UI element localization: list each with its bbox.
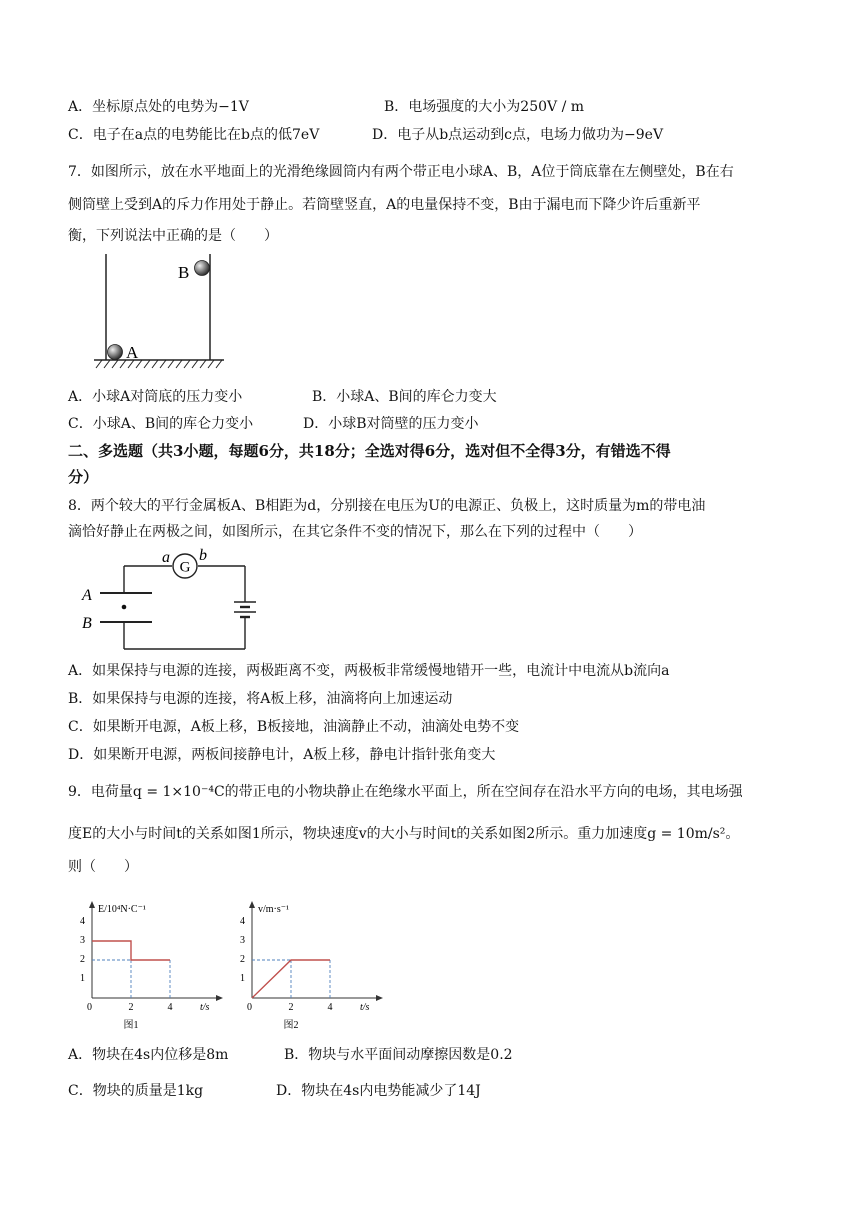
ball-b-label: B xyxy=(178,263,190,282)
section-heading-line1: 二、多选题（共3小题，每题6分，共18分；全选对得6分，选对但不全得3分，有错选不得 xyxy=(68,442,671,460)
q9-option-d: D．物块在4s内电势能减少了14J xyxy=(276,1083,481,1099)
chart2-ytick-4: 4 xyxy=(240,916,245,927)
chart2-ylabel: v/m·s⁻¹ xyxy=(258,904,290,915)
q7-stem-line3: 衡，下列说法中正确的是（ ） xyxy=(68,228,278,244)
chart2-ytick-3: 3 xyxy=(240,935,245,946)
chart1-ytick-3: 3 xyxy=(80,935,85,946)
q8-option-b: B．如果保持与电源的连接，将A板上移，油滴将向上加速运动 xyxy=(68,691,453,707)
chart2-origin-label: 0 xyxy=(247,1002,252,1013)
q7-cylinder-figure xyxy=(92,248,228,372)
chart1-ytick-1: 1 xyxy=(80,973,85,984)
plate-b-label: B xyxy=(82,615,92,632)
q9-option-b: B．物块与水平面间动摩擦因数是0.2 xyxy=(284,1047,513,1063)
q8-option-a: A．如果保持与电源的连接，两极距离不变，两极板非常缓慢地错开一些，电流计中电流从b流向a xyxy=(68,663,670,679)
chart1-caption: 图1 xyxy=(123,1020,139,1031)
ball-a-label: A xyxy=(126,343,139,362)
q6-option-d: D．电子从b点运动到c点，电场力做功为−9eV xyxy=(372,127,664,143)
chart2-ytick-2: 2 xyxy=(240,954,245,965)
galvanometer-label: G xyxy=(179,559,191,576)
ball-a xyxy=(108,345,123,360)
q8-option-d: D．如果断开电源，两板间接静电计，A板上移，静电计指针张角变大 xyxy=(68,747,496,763)
q7-stem-line1: 7．如图所示，放在水平地面上的光滑绝缘圆筒内有两个带正电小球A、B，A位于筒底靠在左侧壁处，B在右 xyxy=(68,164,734,180)
plate-a-label: A xyxy=(82,587,92,604)
chart1-xlabel: t/s xyxy=(200,1002,210,1013)
chart1-series-line-0 xyxy=(92,941,170,960)
oil-drop xyxy=(122,605,127,610)
q7-option-c: C．小球A、B间的库仑力变小 xyxy=(68,416,254,432)
q9-stem-line1: 9．电荷量q = 1×10⁻⁴C的带正电的小物块静止在绝缘水平面上，所在空间存在沿水平方向的电场，其电场强 xyxy=(68,784,743,800)
q7-option-d: D．小球B对筒壁的压力变小 xyxy=(303,416,479,432)
q7-option-a: A．小球A对筒底的压力变小 xyxy=(68,389,243,405)
section-heading-line2: 分） xyxy=(68,468,99,486)
node-a-label: a xyxy=(162,549,170,566)
ball-b xyxy=(195,261,210,276)
chart2-ytick-1: 1 xyxy=(240,973,245,984)
q9-option-a: A．物块在4s内位移是8m xyxy=(68,1047,229,1063)
q9-stem-line3: 则（ ） xyxy=(68,859,138,875)
chart1-origin-label: 0 xyxy=(87,1002,92,1013)
chart-e-vs-t xyxy=(70,896,230,1034)
chart1-ylabel: E/10⁴N·C⁻¹ xyxy=(98,904,146,915)
chart2-xlabel: t/s xyxy=(360,1002,370,1013)
q6-option-c: C．电子在a点的电势能比在b点的低7eV xyxy=(68,127,320,143)
chart1-ytick-2: 2 xyxy=(80,954,85,965)
q8-stem-line1: 8．两个较大的平行金属板A、B相距为d，分别接在电压为U的电源正、负极上，这时质量为m的带电油 xyxy=(68,498,706,514)
q8-stem-line2: 滴恰好静止在两极之间，如图所示，在其它条件不变的情况下，那么在下列的过程中（ ） xyxy=(68,524,642,540)
chart1-xtick-2: 2 xyxy=(128,1002,134,1013)
q7-stem-line2: 侧筒壁上受到A的斥力作用处于静止。若筒壁竖直，A的电量保持不变，B由于漏电而下降少许后重新平 xyxy=(68,197,701,213)
q8-circuit-figure xyxy=(78,548,258,654)
q8-option-c: C．如果断开电源，A板上移，B板接地，油滴静止不动，油滴处电势不变 xyxy=(68,719,520,735)
q9-stem-line2: 度E的大小与时间t的关系如图1所示，物块速度v的大小与时间t的关系如图2所示。重力加速度g = 10m/s²。 xyxy=(68,826,740,842)
chart2-caption: 图2 xyxy=(283,1020,299,1031)
chart1-xtick-4: 4 xyxy=(167,1002,173,1013)
chart2-xtick-2: 2 xyxy=(288,1002,294,1013)
node-b-label: b xyxy=(199,548,207,564)
q7-option-b: B．小球A、B间的库仑力变大 xyxy=(312,389,497,405)
chart1-ytick-4: 4 xyxy=(80,916,85,927)
q6-option-b: B．电场强度的大小为250V / m xyxy=(384,99,585,115)
chart-v-vs-t xyxy=(230,896,390,1034)
q9-option-c: C．物块的质量是1kg xyxy=(68,1083,204,1099)
chart2-xtick-4: 4 xyxy=(327,1002,333,1013)
q6-option-a: A．坐标原点处的电势为−1V xyxy=(68,99,249,115)
